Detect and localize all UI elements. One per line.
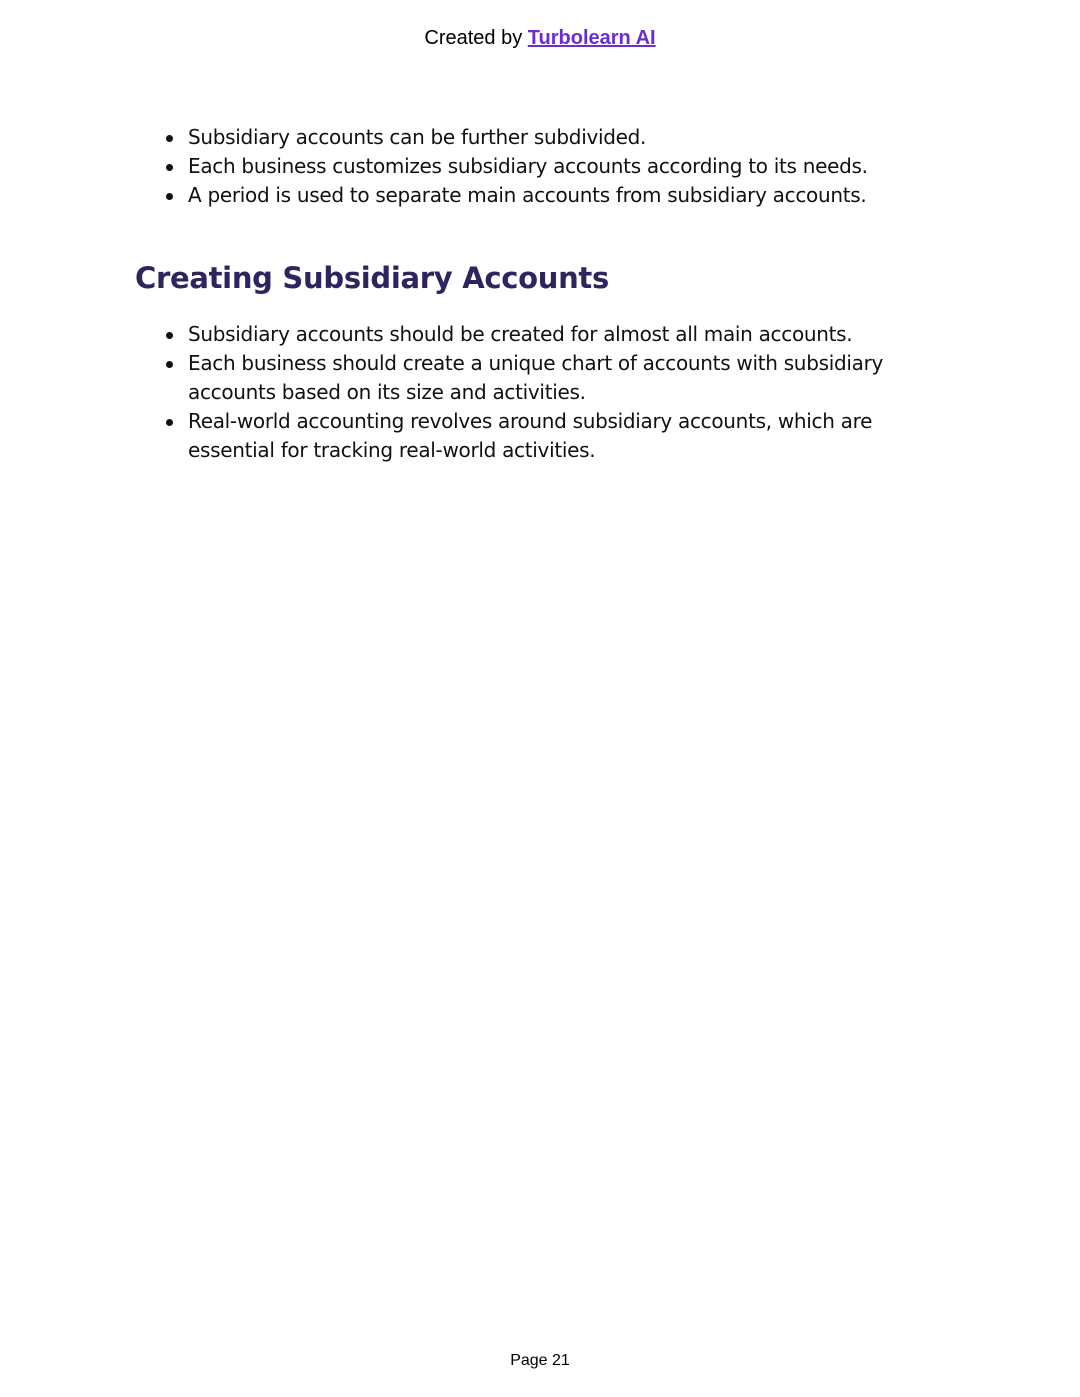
turbolearn-link[interactable]: Turbolearn AI: [527, 27, 656, 49]
section-heading: Creating Subsidiary Accounts: [135, 261, 609, 295]
page-header: [0, 26, 1080, 50]
header-prefix: Created by: [424, 27, 523, 49]
section-bullet-list: [135, 320, 955, 465]
list-item: A period is used to separate main accounts from subsidiary accounts.: [188, 181, 955, 210]
list-item: Subsidiary accounts can be further subdivided.: [188, 123, 955, 152]
list-item: Real-world accounting revolves around subsidiary accounts, which are essential for tracking real-world activities.: [188, 407, 955, 465]
list-item: Subsidiary accounts should be created for almost all main accounts.: [188, 320, 955, 349]
page-number: Page 21: [510, 1352, 570, 1369]
intro-bullet-list: [135, 123, 955, 210]
list-item: Each business customizes subsidiary accounts according to its needs.: [188, 152, 955, 181]
document-body: [135, 123, 955, 465]
list-item: Each business should create a unique chart of accounts with subsidiary accounts based on its size and activities.: [188, 349, 955, 407]
